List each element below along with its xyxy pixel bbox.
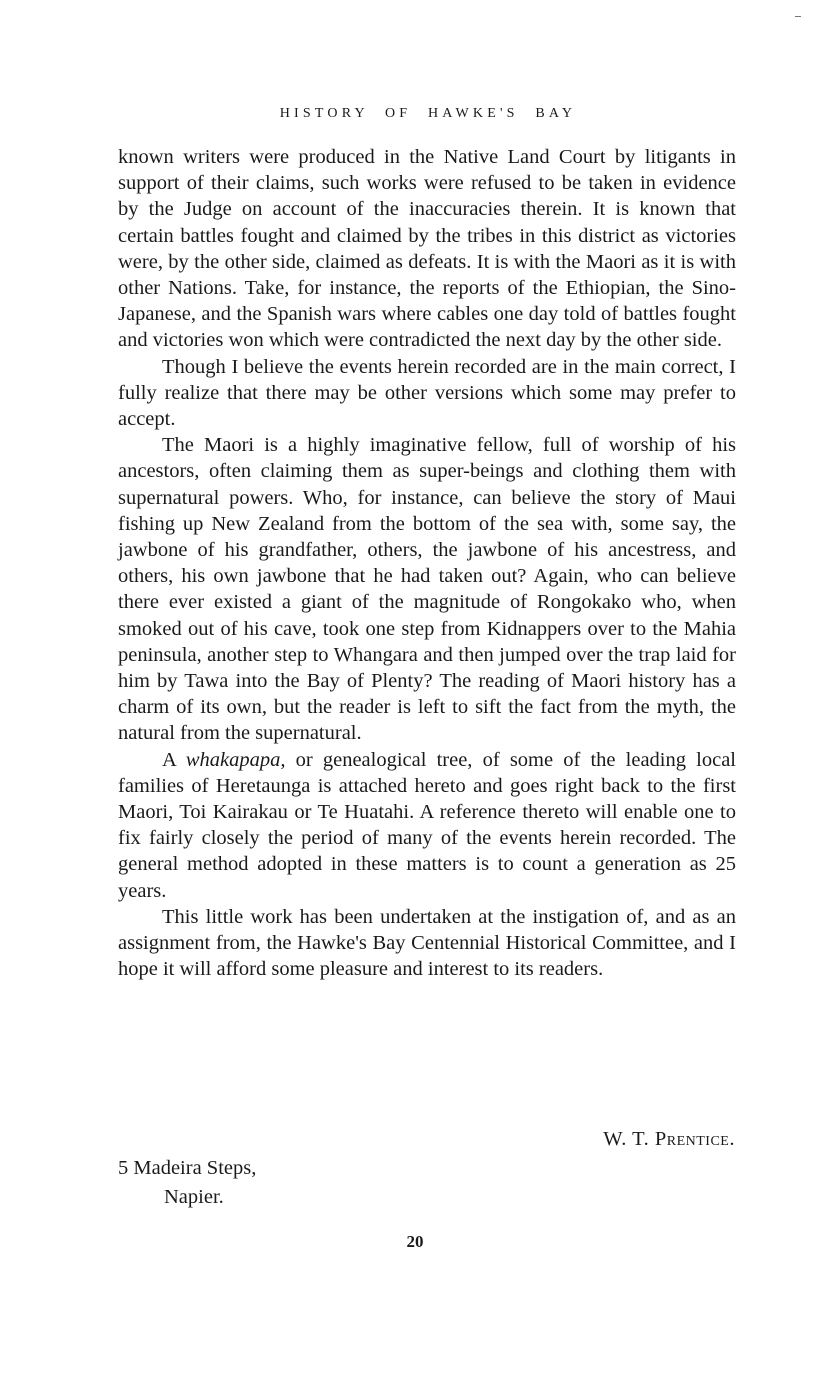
body-text — [118, 144, 736, 983]
paragraph-3: The Maori is a highly imaginative fellow, full of worship of his ancestors, often claiming them as super-beings and clothing them with supernatural powers. Who, for instance, can believe the story of Maui fishing up New Zealand from the bottom of the sea with, some say, the jawbone of his grandfather, others, the jawbone of his ancestress, and others, his own jawbone that he had taken out? Again, who can believe there ever existed a giant of the magnitude of Rongokako who, when smoked out of his cave, took one step from Kidnappers over to the Mahia peninsula, another step to Whangara and then jumped over the trap laid for him by Tawa into the Bay of Plenty? The reading of Maori history has a charm of its own, but the reader is left to sift the fact from the myth, the natural from the supernatural. — [118, 434, 736, 745]
paragraph-4-rest: or genealogical tree, of some of the leading local families of Heretaunga is attached hereto and goes right back to the first Maori, Toi Kairakau or Te Huatahi. A reference thereto will enable one to fix fairly closely the period of many of the events herein recorded. The general method adopted in these matters is to count a generation as 25 years. — [118, 748, 736, 902]
address-street: 5 Madeira Steps, — [118, 1157, 257, 1179]
paragraph-4-lead: A — [162, 748, 186, 771]
paragraph-1: known writers were produced in the Native Land Court by litigants in support of their claims, such works were refused to be taken in evidence by the Judge on account of the inaccuracies therein. It is known that certain battles fought and claimed by the tribes in this district as victories were, by the other side, claimed as defeats. It is with the Maori as it is with other Nations. Take, for instance, the reports of the Ethiopian, the Sino-Japanese, and the Spanish wars where cables one day told of battles fought and victories won which were contradicted the next day by the other side. — [118, 146, 736, 352]
paragraph-2: Though I believe the events herein recorded are in the main correct, I fully realize that there may be other versions which some may prefer to accept. — [118, 355, 736, 431]
paragraph-4 — [118, 747, 736, 904]
author-address — [118, 1154, 256, 1212]
author-signature — [603, 1128, 735, 1151]
paragraph-5: This little work has been undertaken at the instigation of, and as an assignment from, the Hawke's Bay Centennial Historical Committee, and I hope it will afford some pleasure and interest to its readers. — [118, 905, 736, 981]
running-header: HISTORY OF HAWKE'S BAY — [279, 106, 577, 121]
address-city: Napier. — [164, 1186, 224, 1208]
page-number: 20 — [406, 1232, 424, 1251]
whakapapa-term: whakapapa, — [185, 748, 286, 771]
author-surname: Prentice. — [654, 1128, 735, 1150]
scan-mark — [795, 16, 801, 17]
author-initials: W. T. — [603, 1128, 655, 1150]
